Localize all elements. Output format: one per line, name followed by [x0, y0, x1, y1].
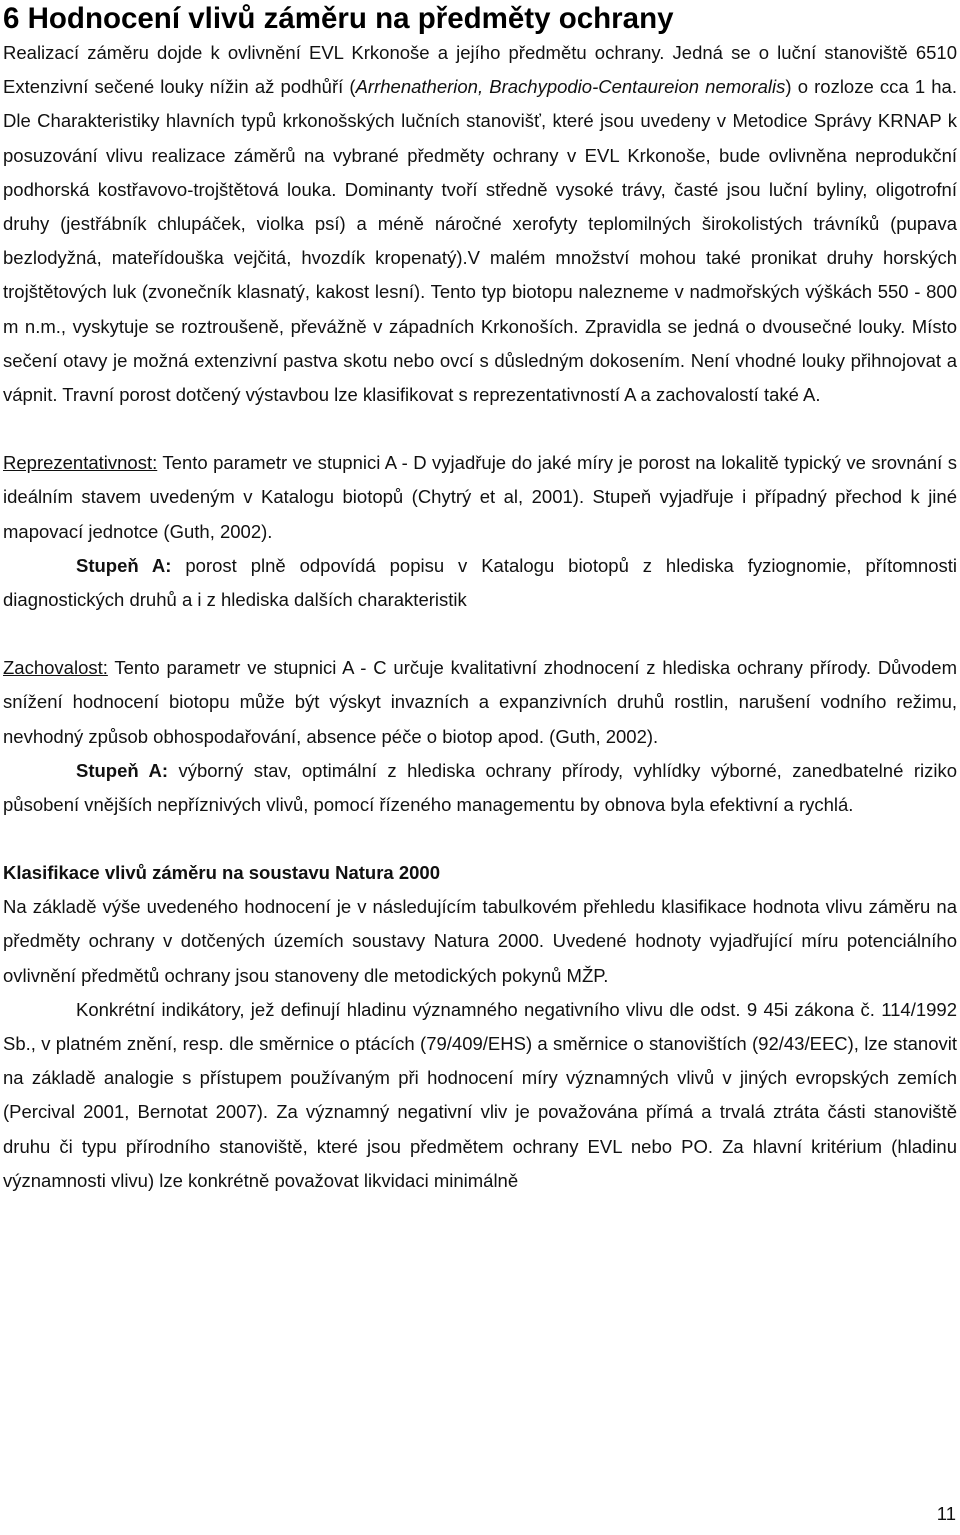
text-run: ) o rozloze cca 1 ha. Dle Charakteristiky hlavních typů krkonošských lučních stanovišť, které jsou uvedeny v Metodice Správy KRNAP k posuzování vlivu realizace záměrů na vybrané předměty ochrany v EVL Krkonoše, bude ovlivněna neprodukční podhorská kostřavovo-trojštětová louka. Dominanty tvoří středně vysoké trávy, časté jsou luční byliny, oligotrofní druhy (jestřábník chlupáček, violka psí) a méně náročné xerofyty teplomilných širokolistých trávníků (pupava bezlodyžná, mateřídouška vejčitá, hvozdík kropenatý).V malém množství mohou také pronikat druhy horských trojštětových luk (zvonečník klasnatý, kakost lesní). Tento typ biotopu nalezneme v nadmořských výškách 550 - 800 m n.m., vyskytuje se roztroušeně, převážně v západních Krkonoších. Zpravidla se jedná o dvousečné louky. Místo sečení otavy je možná extenzivní pastva skotu nebo ovcí s důsledným dokosením. Není vhodné louky přihnojovat a vápnit. Travní porost dotčený výstavbou lze klasifikovat s reprezentativností A a zachovalostí také A.: [3, 76, 957, 406]
paragraph-conservation-grade: [3, 754, 957, 822]
paragraph-representativeness-grade: [3, 549, 957, 617]
paragraph-indicators: Konkrétní indikátory, jež definují hladinu významného negativního vlivu dle odst. 9 45i zákona č. 114/1992 Sb., v platném znění, resp. dle směrnice o ptácích (79/409/EHS) a směrnice o stanovištích (92/43/EEC), lze stanovit na základě analogie s přístupem používaným při hodnocení míry významných vlivů v jiných evropských zemích (Percival 2001, Bernotat 2007). Za významný negativní vliv je považována přímá a trvalá ztráta části stanoviště druhu či typu přírodního stanoviště, které jsou předmětem ochrany EVL nebo PO. Za hlavní kritérium (hladinu významnosti vlivu) lze konkrétně považovat likvidaci minimálně: [3, 998, 957, 1191]
paragraph-conservation: [3, 651, 957, 754]
term-label: Reprezentativnost:: [3, 452, 158, 474]
spacer: [3, 822, 957, 856]
section-heading: Klasifikace vlivů záměru na soustavu Natura 2000: [3, 862, 441, 884]
text-run: Tento parametr ve stupnici A - C určuje kvalitativní zhodnocení z hlediska ochrany přírody. Důvodem snížení hodnocení biotopu může být výskyt invazních a expanzivních druhů rostlin, narušení vodního režimu, nevhodný způsob obhospodařování, absence péče o biotop apod. (Guth, 2002).: [3, 657, 957, 747]
paragraph-representativeness: [3, 446, 957, 549]
page-number: 11: [936, 1503, 956, 1524]
spacer: [3, 412, 957, 446]
document-page: [3, 0, 957, 1198]
spacer: [3, 617, 957, 651]
page-title: 6 Hodnocení vlivů záměru na předměty ochrany: [3, 2, 674, 35]
text-run: Realizací záměru dojde k ovlivnění EVL Krkonoše a jejího předmětu ochrany. Jedná se o luční stanoviště 6510 Extenzivní sečené louky nížin až podhůří (: [3, 42, 957, 98]
text-run: výborný stav, optimální z hlediska ochrany přírody, vyhlídky výborné, zanedbatelné riziko působení vnějších nepříznivých vlivů, pomocí řízeného managementu by obnova byla efektivní a rychlá.: [3, 759, 957, 816]
paragraph-impact-description: [3, 36, 957, 412]
text-run: Tento parametr ve stupnici A - D vyjadřuje do jaké míry je porost na lokalitě typický ve srovnání s ideálním stavem uvedeným v Katalogu biotopů (Chytrý et al, 2001). Stupeň vyjadřuje i případný přechod k jiné mapovací jednotce (Guth, 2002).: [3, 452, 957, 542]
paragraph-classification: Na základě výše uvedeného hodnocení je v následujícím tabulkovém přehledu klasifikace hodnota vlivu záměru na předměty ochrany v dotčených územích soustavy Natura 2000. Uvedené hodnoty vyjadřující míru potenciálního ovlivnění předmětů ochrany jsou stanoveny dle metodických pokynů MŽP.: [3, 896, 957, 986]
italic-species-names: Arrhenatherion, Brachypodio-Centaureion nemoralis: [355, 76, 786, 98]
grade-label: Stupeň A:: [76, 554, 172, 576]
text-run: porost plně odpovídá popisu v Katalogu biotopů z hlediska fyziognomie, přítomnosti diagnostických druhů a i z hlediska dalších charakteristik: [3, 554, 957, 611]
term-label: Zachovalost:: [3, 657, 108, 679]
grade-label: Stupeň A:: [76, 759, 168, 781]
